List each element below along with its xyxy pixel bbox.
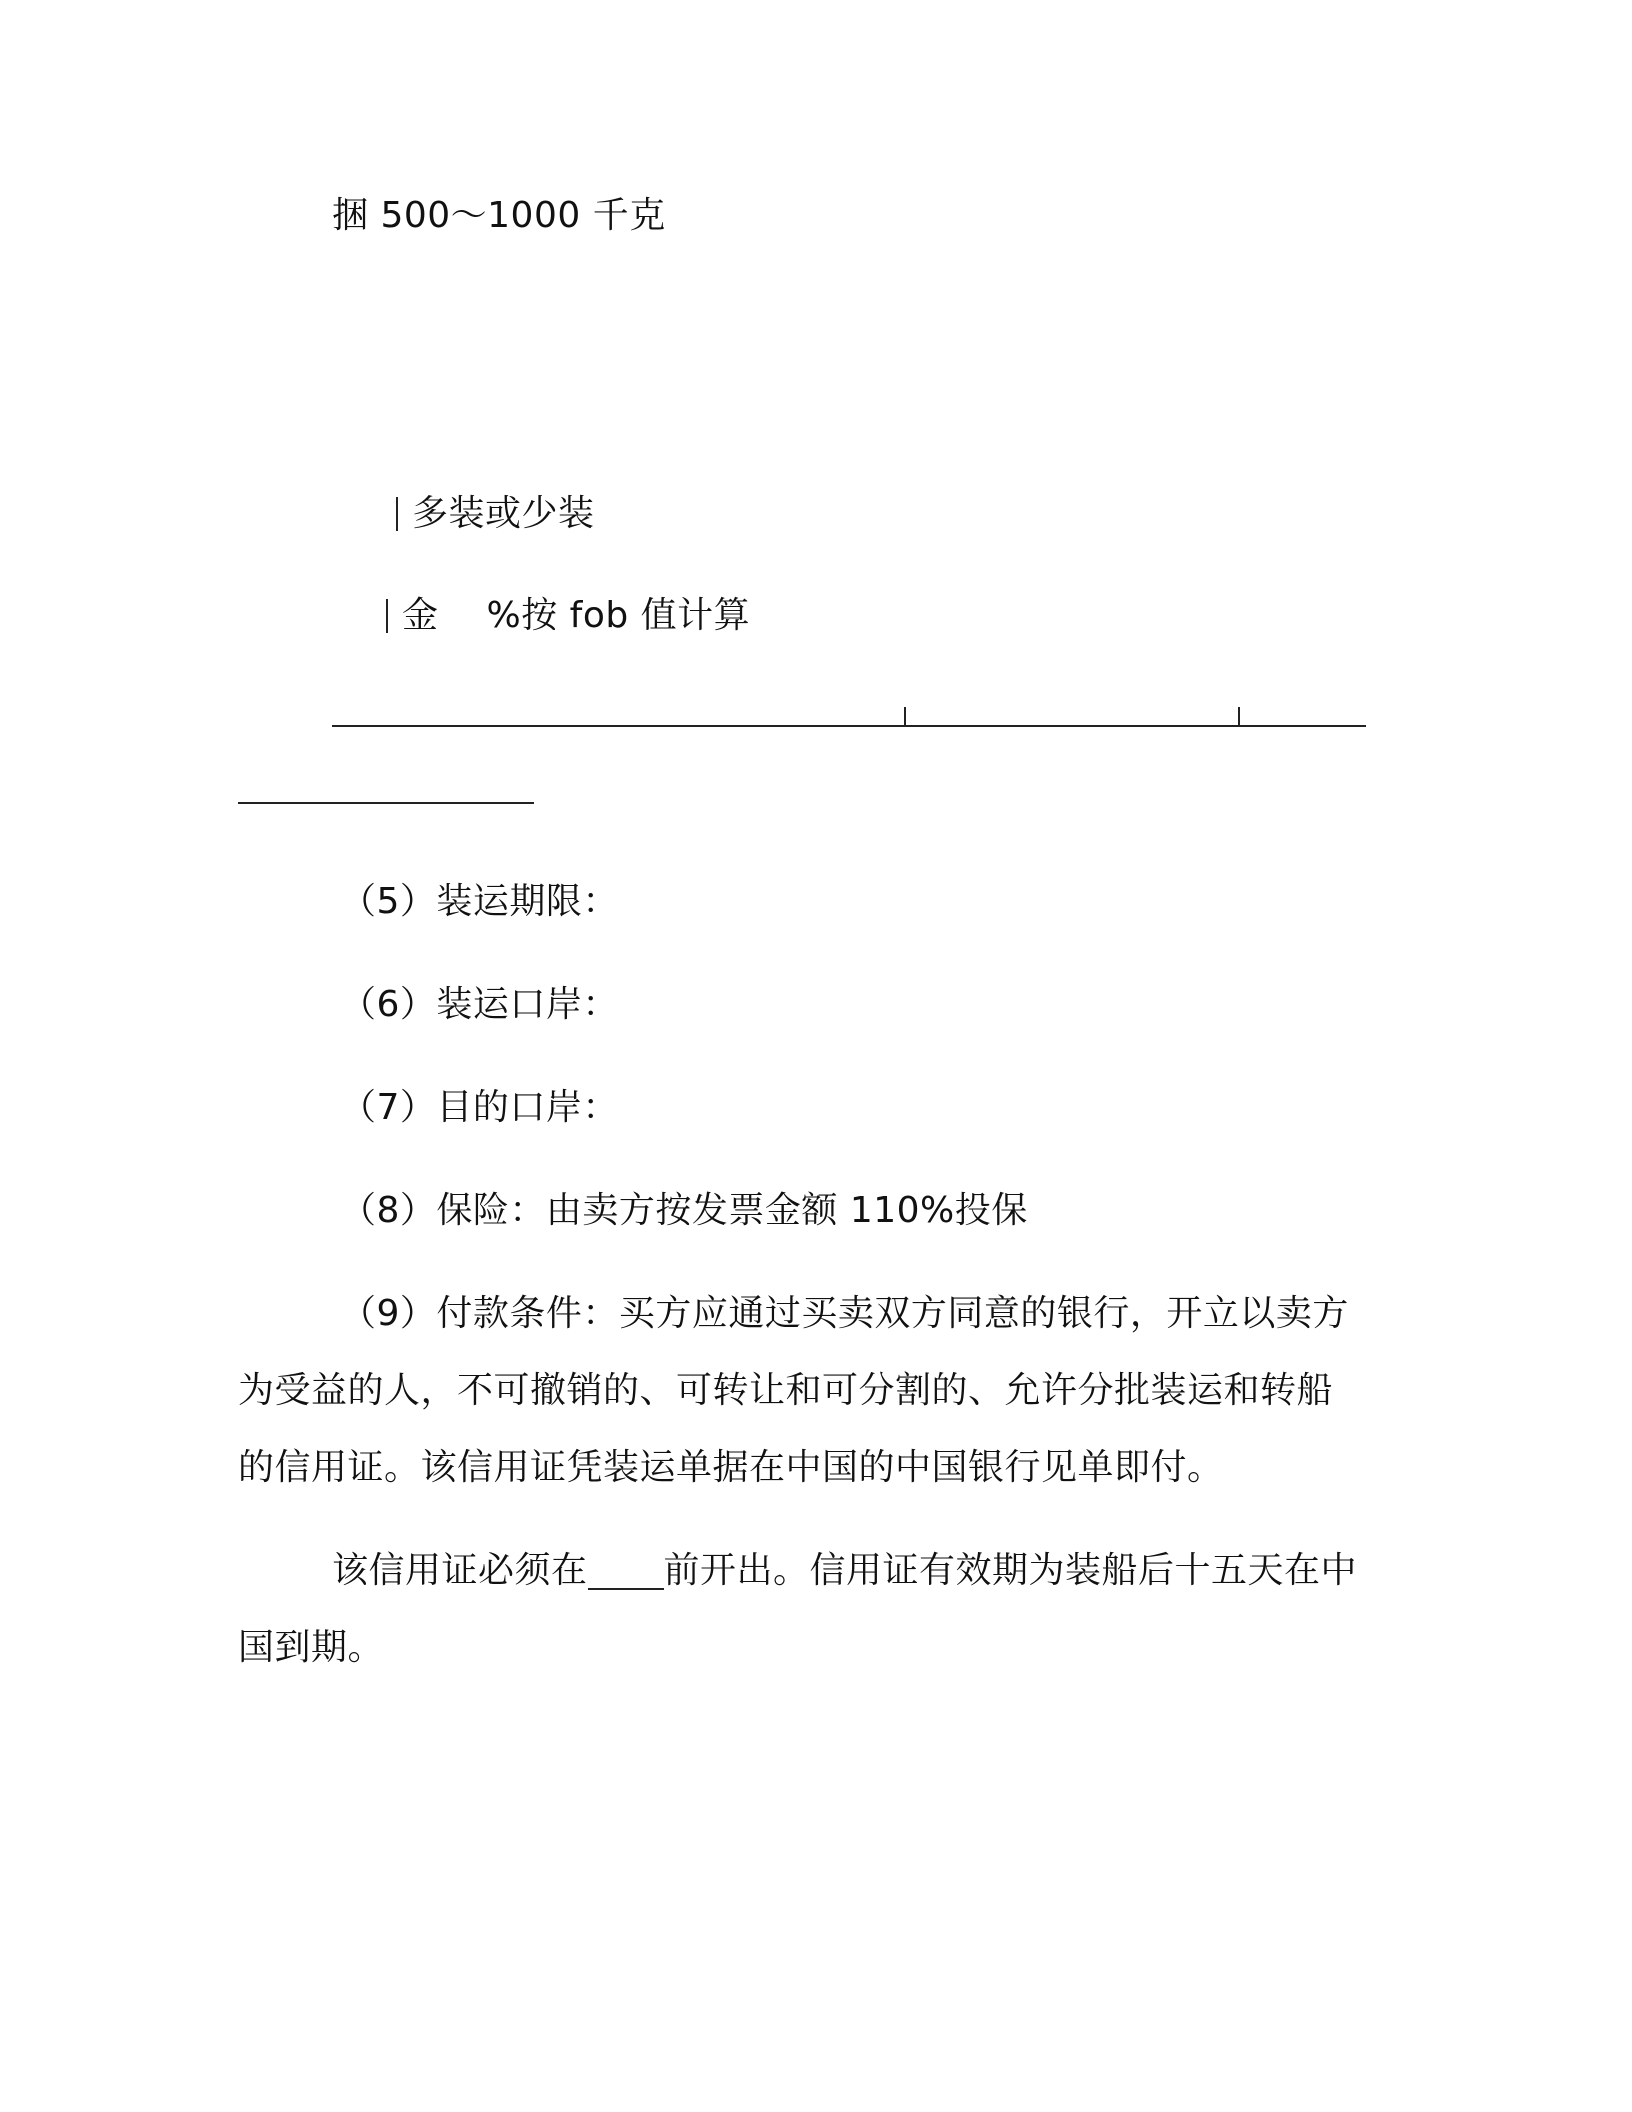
lc-deadline-suffix: 前开出。信用证有效期为装船后十五天在中 bbox=[663, 1550, 1358, 1591]
table-rule-tick bbox=[1238, 707, 1240, 727]
more-or-less-text: 多装或少装 bbox=[412, 493, 595, 534]
quantity-line: 捆 500～1000 千克 bbox=[332, 195, 666, 236]
fob-value-prefix: 金 bbox=[402, 595, 439, 636]
more-or-less-line bbox=[396, 492, 595, 536]
payment-terms-line-3: 的信用证。该信用证凭装运单据在中国的中国银行见单即付。 bbox=[238, 1447, 1224, 1488]
date-blank bbox=[588, 1552, 664, 1590]
payment-terms-line-2: 为受益的人，不可撤销的、可转让和可分割的、允许分批装运和转船 bbox=[238, 1370, 1334, 1411]
cursor-bar bbox=[386, 599, 388, 633]
payment-terms-line-1: （9）付款条件：买方应通过买卖双方同意的银行，开立以卖方 bbox=[340, 1293, 1349, 1334]
destination-port-line: （7）目的口岸： bbox=[340, 1087, 619, 1128]
table-rule-tick bbox=[904, 707, 906, 727]
shipment-period-line: （5）装运期限： bbox=[340, 881, 619, 922]
insurance-line: （8）保险：由卖方按发票金额 110%投保 bbox=[340, 1190, 1028, 1231]
lc-deadline-line-1 bbox=[332, 1549, 1357, 1593]
table-rule-bottom bbox=[238, 802, 534, 804]
loading-port-line: （6）装运口岸： bbox=[340, 984, 619, 1025]
cursor-bar bbox=[396, 497, 398, 531]
fob-value-text: %按 fob 值计算 bbox=[486, 595, 751, 636]
fob-value-line bbox=[386, 594, 750, 638]
lc-deadline-prefix: 该信用证必须在 bbox=[332, 1550, 588, 1591]
table-rule-top bbox=[332, 725, 1366, 727]
lc-deadline-line-2: 国到期。 bbox=[238, 1627, 385, 1668]
